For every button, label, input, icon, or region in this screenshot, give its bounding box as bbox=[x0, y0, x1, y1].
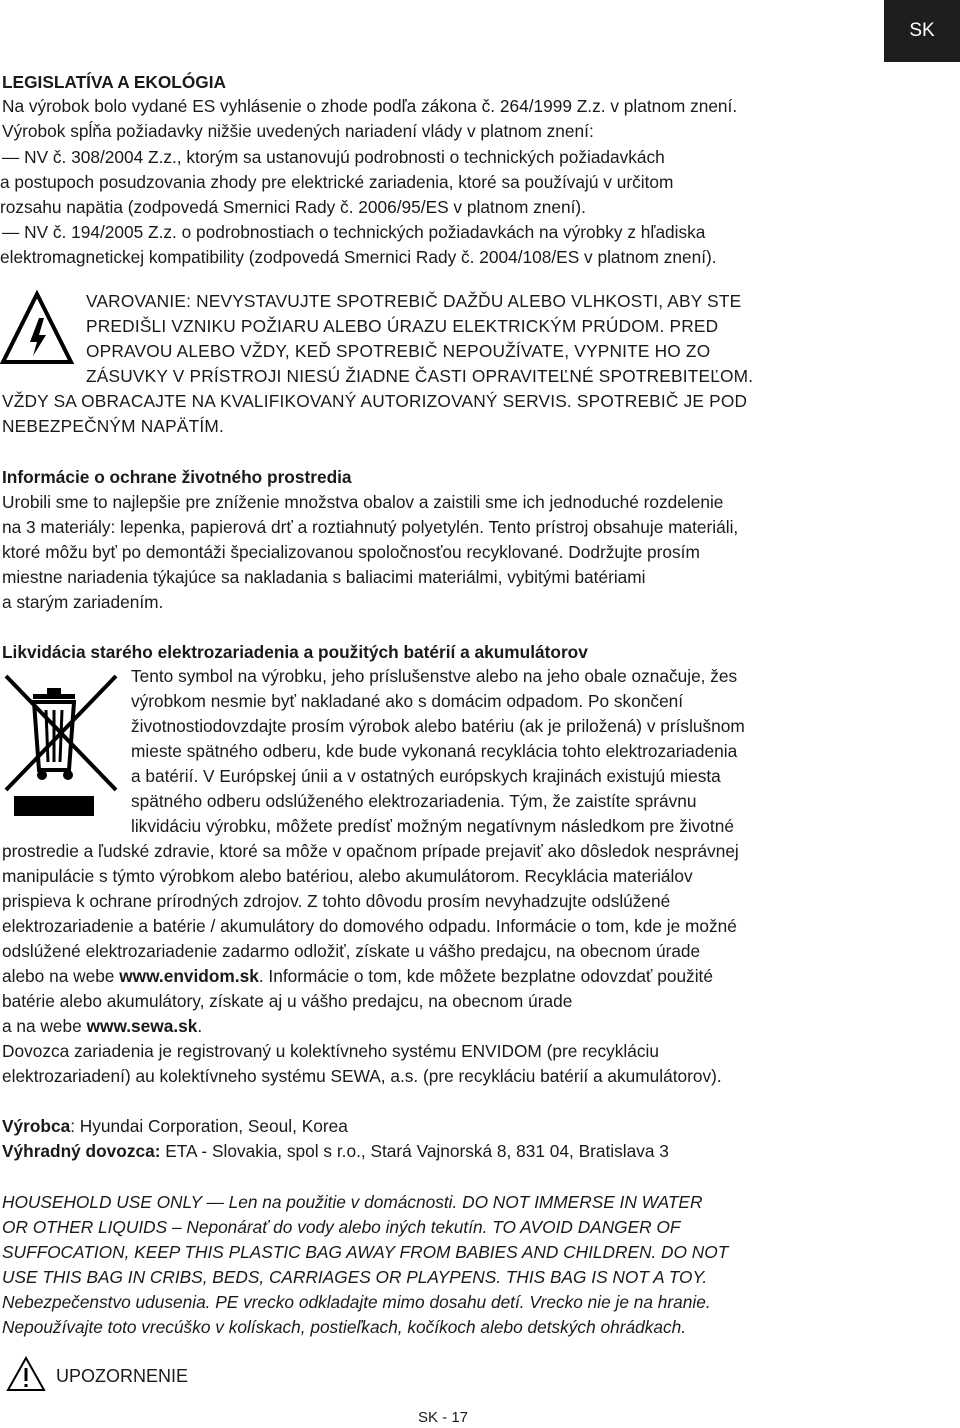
household-line: SUFFOCATION, KEEP THIS PLASTIC BAG AWAY FROM BABIES AND CHILDREN. DO NOT bbox=[2, 1242, 729, 1262]
page-number: SK - 17 bbox=[418, 1409, 469, 1426]
crossed-bin-icon bbox=[2, 672, 120, 820]
legislation-line: — NV č. 308/2004 Z.z., ktorým sa ustanovujú podrobnosti o technických požiadavkách bbox=[2, 147, 665, 167]
warning-line: OPRAVOU ALEBO VŽDY, KEĎ SPOTREBIČ NEPOUŽÍVATE, VYPNITE HO ZO bbox=[86, 341, 711, 361]
household-line: OR OTHER LIQUIDS – Neponárať do vody alebo iných tekutín. TO AVOID DANGER OF bbox=[2, 1217, 681, 1237]
caution-label: UPOZORNENIE bbox=[56, 1366, 189, 1386]
disposal-line: výrobkom nesmie byť nakladané ako s domácim odpadom. Po skončení bbox=[131, 691, 684, 711]
warning-line: VAROVANIE: NEVYSTAVUJTE SPOTREBIČ DAŽĎU ALEBO VLHKOSTI, ABY STE bbox=[86, 291, 742, 311]
environment-line: Urobili sme to najlepšie pre zníženie množstva obalov a zaistili sme ich jednoduché rozdelenie bbox=[2, 492, 724, 512]
electric-hazard-icon bbox=[0, 290, 74, 366]
environment-line: ktoré môžu byť po demontáži špecializovanou spoločnosťou recyklované. Dodržujte prosím bbox=[2, 542, 700, 562]
disposal-line: Tento symbol na výrobku, jeho príslušenstve alebo na jeho obale označuje, žes bbox=[131, 666, 738, 686]
legislation-line: Na výrobok bolo vydané ES vyhlásenie o zhode podľa zákona č. 264/1999 Z.z. v platnom znení. bbox=[2, 96, 738, 116]
legislation-line: — NV č. 194/2005 Z.z. o podrobnostiach o technických požiadavkách na výrobky z hľadiska bbox=[2, 222, 706, 242]
disposal-line: prispieva k ochrane prírodných zdrojov. Z tohto dôvodu prosím nevyhadzujte odslúžené bbox=[2, 891, 671, 911]
sewa-link[interactable]: www.sewa.sk bbox=[86, 1016, 198, 1036]
warning-line: VŽDY SA OBRACAJTE NA KVALIFIKOVANÝ AUTORIZOVANÝ SERVIS. SPOTREBIČ JE POD bbox=[2, 391, 748, 411]
legislation-line: a postupoch posudzovania zhody pre elektrické zariadenia, ktoré sa používajú v určitom bbox=[0, 172, 674, 192]
manufacturer-line bbox=[2, 1114, 348, 1139]
disposal-line: manipulácie s týmto výrobkom alebo batériou, alebo akumulátorom. Recyklácia materiálov bbox=[2, 866, 693, 886]
disposal-line: mieste spätného odberu, kde bude vykonaná recyklácia tohto elektrozariadenia bbox=[131, 741, 738, 761]
importer-registration-line: elektrozariadení) au kolektívneho systému SEWA, a.s. (pre recykláciu batérií a akumulátorov). bbox=[2, 1066, 722, 1086]
disposal-line: životnostiodovzdajte prosím výrobok alebo batériu (ak je priložená) v príslušnom bbox=[131, 716, 745, 736]
warning-line: ZÁSUVKY V PRÍSTROJI NIESÚ ŽIADNE ČASTI OPRAVITEĽNÉ SPOTREBITEĽOM. bbox=[86, 366, 754, 386]
disposal-line: prostredie a ľudské zdravie, ktoré sa môže v opačnom prípade prejaviť ako dôsledok nesprávnej bbox=[2, 841, 739, 861]
importer-label: Výhradný dovozca: bbox=[2, 1141, 161, 1161]
household-line: HOUSEHOLD USE ONLY — Len na použitie v domácnosti. DO NOT IMMERSE IN WATER bbox=[2, 1192, 703, 1212]
warning-line: PREDIŠLI VZNIKU POŽIARU ALEBO ÚRAZU ELEKTRICKÝM PRÚDOM. PRED bbox=[86, 316, 719, 336]
disposal-web-line bbox=[2, 1014, 202, 1039]
household-line: Nebezpečenstvo udusenia. PE vrecko odkladajte mimo dosahu detí. Vrecko nie je na hranie. bbox=[2, 1292, 711, 1312]
importer-registration-line: Dovozca zariadenia je registrovaný u kolektívneho systému ENVIDOM (pre recykláciu bbox=[2, 1041, 659, 1061]
disposal-text: a na webe bbox=[2, 1016, 87, 1036]
manufacturer-label: Výrobca bbox=[2, 1116, 71, 1136]
disposal-text: . Informácie o tom, kde môžete bezplatne odovzdať použité bbox=[258, 966, 713, 986]
disposal-line: spätného odberu odslúženého elektrozariadenia. Tým, že zaistíte správnu bbox=[131, 791, 697, 811]
disposal-text: alebo na webe bbox=[2, 966, 120, 986]
disposal-line: odslúžené elektrozariadenie zadarmo odložiť, získate u vášho predajcu, na obecnom úrade bbox=[2, 941, 701, 961]
disposal-line: batérie alebo akumulátory, získate aj u vášho predajcu, na obecnom úrade bbox=[2, 991, 573, 1011]
disposal-line: likvidáciu výrobku, môžete predísť možným negatívnym následkom pre životné bbox=[131, 816, 734, 836]
disposal-line: a batérií. V Európskej únii a v ostatných európskych krajinách existujú miesta bbox=[131, 766, 721, 786]
environment-title: Informácie o ochrane životného prostredia bbox=[2, 467, 352, 487]
importer-value: ETA - Slovakia, spol s r.o., Stará Vajnorská 8, 831 04, Bratislava 3 bbox=[160, 1141, 669, 1161]
legislation-line: rozsahu napätia (zodpovedá Smernici Rady č. 2006/95/ES v platnom znení). bbox=[0, 197, 586, 217]
household-line: Nepoužívajte toto vrecúško v kolískach, postieľkach, kočíkoch alebo detských ohrádkach. bbox=[2, 1317, 686, 1337]
manufacturer-value: : Hyundai Corporation, Seoul, Korea bbox=[70, 1116, 348, 1136]
household-line: USE THIS BAG IN CRIBS, BEDS, CARRIAGES OR PLAYPENS. THIS BAG IS NOT A TOY. bbox=[2, 1267, 708, 1287]
disposal-line: elektrozariadenie a batérie / akumulátory do domového odpadu. Informácie o tom, kde je možné bbox=[2, 916, 737, 936]
language-tab: SK bbox=[884, 0, 960, 62]
environment-line: miestne nariadenia týkajúce sa nakladania s baliacimi materiálmi, vybitými batériami bbox=[2, 567, 646, 587]
legislation-title: LEGISLATÍVA A EKOLÓGIA bbox=[2, 72, 227, 92]
environment-line: a starým zariadením. bbox=[2, 592, 164, 612]
importer-line bbox=[2, 1139, 669, 1164]
envidom-link[interactable]: www.envidom.sk bbox=[119, 966, 259, 986]
legislation-line: elektromagnetickej kompatibility (zodpovedá Smernici Rady č. 2004/108/ES v platnom znení). bbox=[0, 247, 717, 267]
disposal-title: Likvidácia starého elektrozariadenia a použitých batérií a akumulátorov bbox=[2, 642, 588, 662]
disposal-text: . bbox=[197, 1016, 203, 1036]
environment-line: na 3 materiály: lepenka, papierová drť a roztiahnutý polyetylén. Tento prístroj obsahuje materiáli, bbox=[2, 517, 739, 537]
legislation-line: Výrobok spĺňa požiadavky nižšie uvedených nariadení vlády v platnom znení: bbox=[2, 121, 594, 141]
warning-line: NEBEZPEČNÝM NAPÄTÍM. bbox=[2, 416, 224, 436]
disposal-web-line bbox=[2, 964, 713, 989]
warning-triangle-icon bbox=[6, 1356, 46, 1392]
